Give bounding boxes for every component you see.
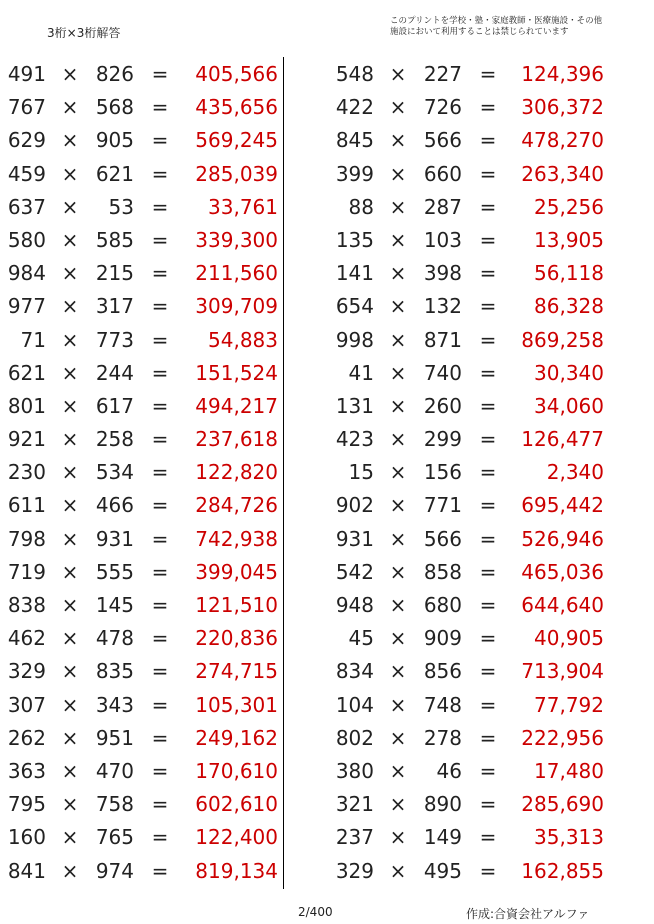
multiply-sign: × (389, 659, 407, 684)
operand-a: 160 (7, 825, 46, 850)
operand-b: 660 (423, 161, 462, 186)
multiply-sign: × (61, 294, 79, 319)
answer: 170,610 (195, 758, 278, 783)
operand-b: 299 (423, 427, 462, 452)
operand-b: 555 (95, 559, 134, 584)
answer: 494,217 (195, 393, 278, 418)
answer: 151,524 (195, 360, 278, 385)
multiply-sign: × (61, 393, 79, 418)
operand-a: 931 (335, 526, 374, 551)
operand-a: 977 (7, 294, 46, 319)
operand-a: 321 (335, 792, 374, 817)
operand-b: 244 (95, 360, 134, 385)
multiply-sign: × (389, 161, 407, 186)
answer: 819,134 (195, 858, 278, 883)
equals-sign: = (151, 858, 169, 883)
answer: 222,956 (521, 725, 604, 750)
equals-sign: = (479, 460, 497, 485)
operand-b: 890 (423, 792, 462, 817)
operand-a: 262 (7, 725, 46, 750)
answer: 211,560 (195, 261, 278, 286)
answer: 742,938 (195, 526, 278, 551)
equals-sign: = (151, 227, 169, 252)
answer: 695,442 (521, 493, 604, 518)
equals-sign: = (151, 792, 169, 817)
operand-a: 841 (7, 858, 46, 883)
operand-a: 329 (335, 858, 374, 883)
answer: 263,340 (521, 161, 604, 186)
answer: 56,118 (534, 261, 604, 286)
page-number: 2/400 (298, 905, 333, 919)
multiply-sign: × (389, 593, 407, 617)
operand-b: 132 (423, 294, 462, 319)
answer: 249,162 (195, 725, 278, 750)
multiply-sign: × (389, 825, 407, 850)
operand-a: 230 (7, 460, 46, 485)
multiply-sign: × (61, 692, 79, 717)
equals-sign: = (479, 825, 497, 850)
answer: 25,256 (534, 194, 604, 219)
operand-a: 795 (7, 792, 46, 817)
operand-a: 363 (7, 758, 46, 783)
operand-b: 149 (423, 825, 462, 850)
multiply-sign: × (61, 62, 79, 86)
equals-sign: = (151, 559, 169, 584)
operand-a: 798 (7, 526, 46, 551)
multiply-sign: × (389, 95, 407, 120)
operand-b: 621 (95, 161, 134, 186)
column-divider (283, 57, 284, 889)
answer: 435,656 (195, 95, 278, 120)
operand-a: 462 (7, 626, 46, 651)
operand-a: 719 (7, 559, 46, 584)
usage-notice-line2: 施設において利用することは禁じられています (390, 27, 569, 37)
multiply-sign: × (61, 593, 79, 617)
equals-sign: = (151, 128, 169, 153)
answer: 13,905 (534, 227, 604, 252)
operand-a: 131 (335, 393, 374, 418)
multiply-sign: × (61, 161, 79, 186)
answer: 40,905 (534, 626, 604, 651)
answer: 86,328 (534, 294, 604, 319)
equals-sign: = (479, 725, 497, 750)
multiply-sign: × (61, 95, 79, 120)
equals-sign: = (479, 792, 497, 817)
equals-sign: = (151, 758, 169, 783)
equals-sign: = (151, 825, 169, 850)
multiply-sign: × (389, 360, 407, 385)
operand-a: 548 (335, 62, 374, 86)
operand-b: 765 (95, 825, 134, 850)
operand-b: 758 (95, 792, 134, 817)
equals-sign: = (151, 725, 169, 750)
operand-a: 491 (7, 62, 46, 86)
operand-a: 399 (335, 161, 374, 186)
operand-a: 15 (348, 460, 374, 485)
equals-sign: = (479, 559, 497, 584)
equals-sign: = (479, 261, 497, 286)
author-credit: 作成:合資会社アルファ (466, 907, 590, 921)
multiply-sign: × (61, 360, 79, 385)
multiply-sign: × (61, 792, 79, 817)
operand-b: 585 (95, 227, 134, 252)
multiply-sign: × (61, 825, 79, 850)
multiply-sign: × (61, 526, 79, 551)
multiply-sign: × (61, 194, 79, 219)
operand-b: 278 (423, 725, 462, 750)
multiply-sign: × (61, 559, 79, 584)
operand-b: 534 (95, 460, 134, 485)
equals-sign: = (479, 360, 497, 385)
equals-sign: = (151, 659, 169, 684)
multiply-sign: × (61, 460, 79, 485)
usage-notice-line1: このプリントを学校・塾・家庭教師・医療施設・その他 (390, 16, 603, 26)
multiply-sign: × (61, 858, 79, 883)
answer: 465,036 (521, 559, 604, 584)
answer: 126,477 (521, 427, 604, 452)
equals-sign: = (151, 526, 169, 551)
equals-sign: = (151, 692, 169, 717)
operand-a: 801 (7, 393, 46, 418)
equals-sign: = (151, 62, 169, 86)
equals-sign: = (151, 261, 169, 286)
equals-sign: = (479, 858, 497, 883)
multiply-sign: × (389, 725, 407, 750)
multiply-sign: × (389, 792, 407, 817)
answer: 220,836 (195, 626, 278, 651)
operand-b: 156 (423, 460, 462, 485)
answer: 602,610 (195, 792, 278, 817)
equals-sign: = (151, 194, 169, 219)
multiply-sign: × (389, 493, 407, 518)
equals-sign: = (479, 327, 497, 352)
operand-a: 237 (335, 825, 374, 850)
operand-a: 41 (348, 360, 374, 385)
operand-a: 802 (335, 725, 374, 750)
answer: 306,372 (521, 95, 604, 120)
operand-b: 466 (95, 493, 134, 518)
operand-a: 542 (335, 559, 374, 584)
operand-b: 740 (423, 360, 462, 385)
answer: 124,396 (521, 62, 604, 86)
answer: 121,510 (195, 593, 278, 617)
answer: 309,709 (195, 294, 278, 319)
answer: 869,258 (521, 327, 604, 352)
equals-sign: = (479, 161, 497, 186)
equals-sign: = (479, 227, 497, 252)
multiply-sign: × (389, 526, 407, 551)
multiply-sign: × (61, 725, 79, 750)
answer: 2,340 (546, 460, 604, 485)
operand-b: 343 (95, 692, 134, 717)
answer: 478,270 (521, 128, 604, 153)
answer: 34,060 (534, 393, 604, 418)
multiply-sign: × (61, 626, 79, 651)
operand-a: 329 (7, 659, 46, 684)
operand-b: 227 (423, 62, 462, 86)
answer: 526,946 (521, 526, 604, 551)
multiply-sign: × (389, 294, 407, 319)
operand-a: 998 (335, 327, 374, 352)
multiply-sign: × (389, 626, 407, 651)
equals-sign: = (151, 493, 169, 518)
operand-a: 580 (7, 227, 46, 252)
operand-b: 103 (423, 227, 462, 252)
multiply-sign: × (389, 559, 407, 584)
operand-b: 748 (423, 692, 462, 717)
answer: 285,039 (195, 161, 278, 186)
answer: 30,340 (534, 360, 604, 385)
operand-b: 974 (95, 858, 134, 883)
equals-sign: = (151, 327, 169, 352)
operand-a: 948 (335, 593, 374, 617)
operand-b: 617 (95, 393, 134, 418)
equals-sign: = (479, 128, 497, 153)
operand-a: 629 (7, 128, 46, 153)
answer: 237,618 (195, 427, 278, 452)
multiply-sign: × (389, 194, 407, 219)
answer: 405,566 (195, 62, 278, 86)
operand-a: 921 (7, 427, 46, 452)
operand-a: 423 (335, 427, 374, 452)
operand-b: 826 (95, 62, 134, 86)
multiply-sign: × (61, 758, 79, 783)
equals-sign: = (479, 593, 497, 617)
answer: 122,400 (195, 825, 278, 850)
multiply-sign: × (389, 427, 407, 452)
operand-b: 858 (423, 559, 462, 584)
equals-sign: = (479, 194, 497, 219)
operand-a: 621 (7, 360, 46, 385)
answer: 33,761 (208, 194, 278, 219)
operand-b: 726 (423, 95, 462, 120)
operand-a: 104 (335, 692, 374, 717)
operand-b: 566 (423, 526, 462, 551)
operand-a: 984 (7, 261, 46, 286)
equals-sign: = (151, 360, 169, 385)
operand-a: 637 (7, 194, 46, 219)
operand-a: 88 (348, 194, 374, 219)
answer: 399,045 (195, 559, 278, 584)
equals-sign: = (479, 95, 497, 120)
answer: 162,855 (521, 858, 604, 883)
equals-sign: = (479, 526, 497, 551)
answer: 17,480 (534, 758, 604, 783)
equals-sign: = (151, 95, 169, 120)
operand-b: 317 (95, 294, 134, 319)
operand-b: 773 (95, 327, 134, 352)
operand-a: 380 (335, 758, 374, 783)
equals-sign: = (479, 659, 497, 684)
operand-b: 287 (423, 194, 462, 219)
worksheet-title: 3桁×3桁解答 (47, 26, 121, 40)
multiply-sign: × (389, 261, 407, 286)
operand-b: 215 (95, 261, 134, 286)
multiply-sign: × (389, 692, 407, 717)
multiply-sign: × (389, 858, 407, 883)
operand-a: 902 (335, 493, 374, 518)
operand-b: 470 (95, 758, 134, 783)
equals-sign: = (479, 393, 497, 418)
operand-a: 422 (335, 95, 374, 120)
operand-b: 478 (95, 626, 134, 651)
equals-sign: = (479, 493, 497, 518)
operand-a: 834 (335, 659, 374, 684)
answer: 713,904 (521, 659, 604, 684)
operand-b: 909 (423, 626, 462, 651)
answer: 285,690 (521, 792, 604, 817)
operand-b: 568 (95, 95, 134, 120)
multiply-sign: × (61, 327, 79, 352)
multiply-sign: × (61, 427, 79, 452)
multiply-sign: × (389, 62, 407, 86)
operand-a: 45 (348, 626, 374, 651)
multiply-sign: × (389, 460, 407, 485)
equals-sign: = (151, 460, 169, 485)
answer: 35,313 (534, 825, 604, 850)
multiply-sign: × (389, 128, 407, 153)
operand-a: 71 (20, 327, 46, 352)
multiply-sign: × (61, 227, 79, 252)
operand-a: 307 (7, 692, 46, 717)
operand-b: 145 (95, 593, 134, 617)
operand-b: 771 (423, 493, 462, 518)
answer: 339,300 (195, 227, 278, 252)
multiply-sign: × (389, 327, 407, 352)
operand-b: 951 (95, 725, 134, 750)
multiply-sign: × (61, 261, 79, 286)
operand-a: 611 (7, 493, 46, 518)
operand-b: 931 (95, 526, 134, 551)
multiply-sign: × (61, 659, 79, 684)
operand-a: 838 (7, 593, 46, 617)
equals-sign: = (151, 593, 169, 617)
multiply-sign: × (61, 128, 79, 153)
operand-a: 767 (7, 95, 46, 120)
multiply-sign: × (389, 227, 407, 252)
operand-b: 680 (423, 593, 462, 617)
equals-sign: = (151, 626, 169, 651)
operand-b: 258 (95, 427, 134, 452)
answer: 644,640 (521, 593, 604, 617)
usage-notice (390, 16, 602, 38)
equals-sign: = (479, 62, 497, 86)
equals-sign: = (151, 427, 169, 452)
operand-b: 905 (95, 128, 134, 153)
operand-b: 260 (423, 393, 462, 418)
answer: 274,715 (195, 659, 278, 684)
operand-b: 495 (423, 858, 462, 883)
answer: 77,792 (534, 692, 604, 717)
operand-b: 835 (95, 659, 134, 684)
answer: 122,820 (195, 460, 278, 485)
equals-sign: = (479, 626, 497, 651)
equals-sign: = (151, 393, 169, 418)
equals-sign: = (479, 692, 497, 717)
operand-b: 871 (423, 327, 462, 352)
equals-sign: = (479, 427, 497, 452)
multiply-sign: × (389, 758, 407, 783)
operand-b: 856 (423, 659, 462, 684)
operand-a: 459 (7, 161, 46, 186)
answer: 105,301 (195, 692, 278, 717)
operand-a: 135 (335, 227, 374, 252)
multiply-sign: × (61, 493, 79, 518)
operand-a: 654 (335, 294, 374, 319)
equals-sign: = (151, 161, 169, 186)
answer: 569,245 (195, 128, 278, 153)
answer: 54,883 (208, 327, 278, 352)
operand-b: 566 (423, 128, 462, 153)
operand-b: 398 (423, 261, 462, 286)
equals-sign: = (151, 294, 169, 319)
equals-sign: = (479, 758, 497, 783)
answer: 284,726 (195, 493, 278, 518)
multiply-sign: × (389, 393, 407, 418)
operand-b: 46 (436, 758, 462, 783)
operand-a: 141 (335, 261, 374, 286)
operand-a: 845 (335, 128, 374, 153)
equals-sign: = (479, 294, 497, 319)
operand-b: 53 (108, 194, 134, 219)
